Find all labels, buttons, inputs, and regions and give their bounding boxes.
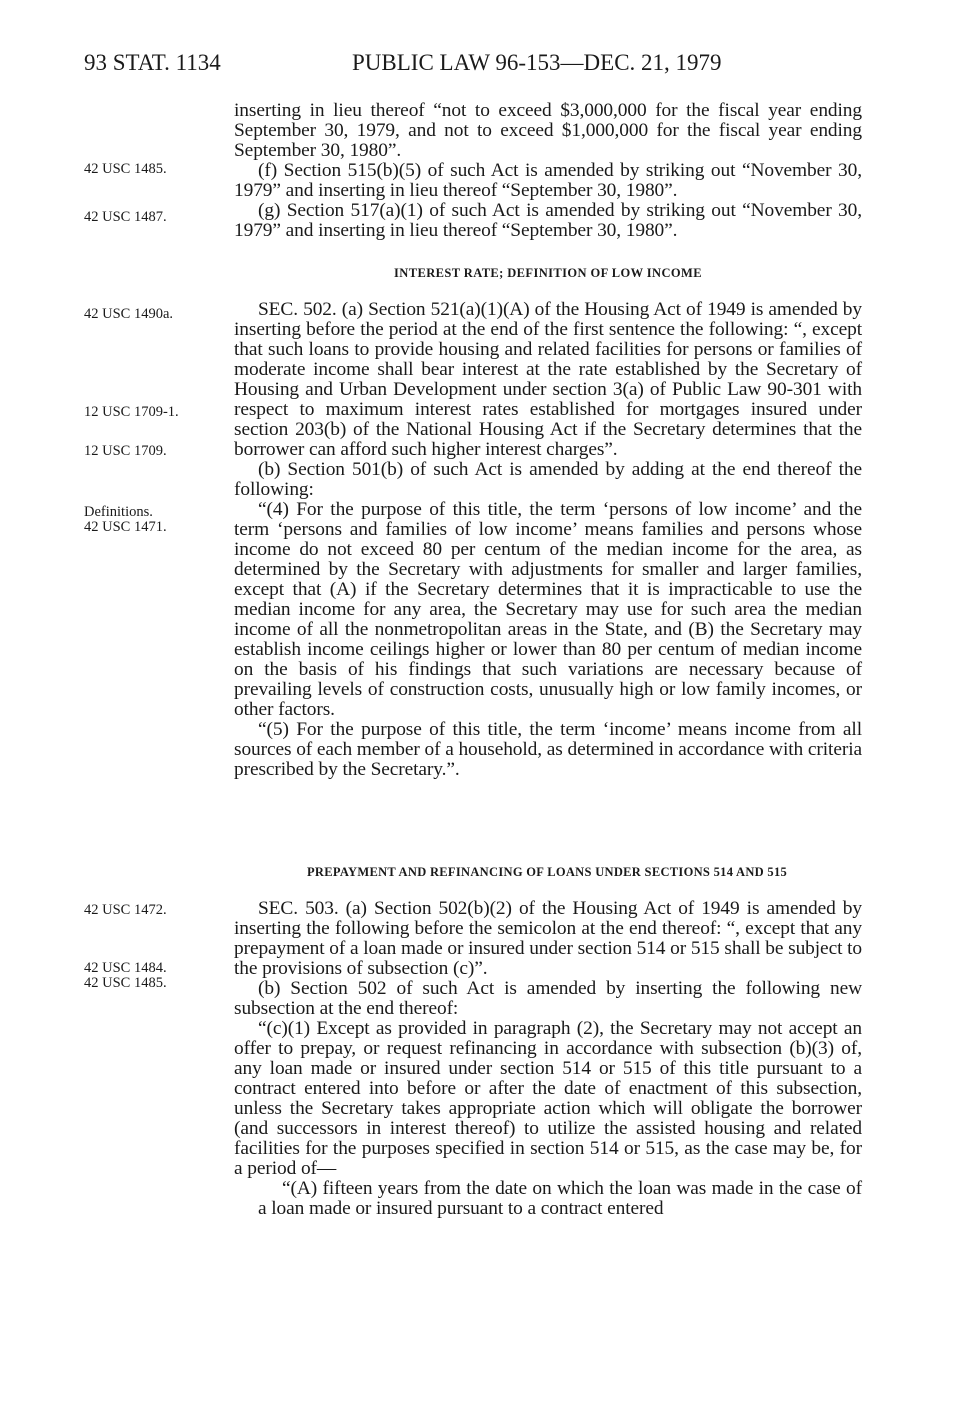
text-block-section-501-end [234, 101, 862, 241]
paragraph-section-503-b: (b) Section 502 of such Act is amended by inserting the following new subsection at the end thereof: [234, 978, 862, 1019]
paragraph-subsection-f: (f) Section 515(b)(5) of such Act is amended by striking out “November 30, 1979” and inserting in lieu thereof “September 30, 1980”. [234, 160, 862, 201]
paragraph-continuation: inserting in lieu thereof “not to exceed $3,000,000 for the fiscal year ending September 30, 1979, and not to exceed $1,000,000 for the fiscal year ending September 30, 1980”. [234, 100, 862, 161]
paragraph-subsection-c1: “(c)(1) Except as provided in paragraph (2), the Secretary may not accept an offer to prepay, or request refinancing in accordance with subsection (b)(3) of, any loan made or insured under section 514 or 515 of this title pursuant to a contract entered into before or after the date of enactment of this subsection, unless the Secretary takes appropriate action which will obligate the borrower (and successors in interest thereof) to utilize the assisted housing and related facilities for the purposes specified in section 514 or 515, as the case may be, for a period of— [234, 1018, 862, 1179]
margin-citation-12-usc-1709: 12 USC 1709. [84, 443, 167, 459]
paragraph-subparagraph-a: “(A) fifteen years from the date on which the loan was made in the case of a loan made or insured pursuant to a contract entered [258, 1178, 862, 1219]
margin-citation-12-usc-1709-1: 12 USC 1709-1. [84, 404, 179, 420]
paragraph-definition-5: “(5) For the purpose of this title, the term ‘income’ means income from all sources of each member of a household, as determined in accordance with criteria prescribed by the Secretary.”. [234, 719, 862, 780]
paragraph-section-503-a: SEC. 503. (a) Section 502(b)(2) of the Housing Act of 1949 is amended by inserting the following before the semicolon at the end thereof: “, except that any prepayment of a loan made or insured under section 514 or 515 shall be subject to the provisions of subsection (c)”. [234, 898, 862, 979]
paragraph-section-502-a: SEC. 502. (a) Section 521(a)(1)(A) of the Housing Act of 1949 is amended by inserting before the period at the end of the first sentence the following: “, except that such loans to provide housing and related facilities for persons or families of moderate income shall bear interest at the rate established by the Secretary of Housing and Urban Development under section 3(a) of Public Law 90-301 with respect to maximum interest rates established for mortgages insured under section 203(b) of the National Housing Act if the Secretary determines that the borrower can afford such higher interest charges”. [234, 299, 862, 460]
text-block-section-502 [234, 300, 862, 780]
section-heading-502: INTEREST RATE; DEFINITION OF LOW INCOME [394, 266, 702, 280]
section-heading-503: PREPAYMENT AND REFINANCING OF LOANS UNDER SECTIONS 514 AND 515 [306, 865, 788, 879]
margin-citation-42-usc-1472: 42 USC 1472. [84, 902, 167, 918]
paragraph-subsection-g: (g) Section 517(a)(1) of such Act is amended by striking out “November 30, 1979” and inserting in lieu thereof “September 30, 1980”. [234, 200, 862, 241]
public-law-title: PUBLIC LAW 96-153—DEC. 21, 1979 [352, 50, 722, 75]
margin-note-definitions: Definitions. [84, 504, 153, 520]
paragraph-definition-4: “(4) For the purpose of this title, the term ‘persons of low income’ and the term ‘persons and families of low income’ means families and persons whose income do not exceed 80 per centum of the median income for the area, as determined by the Secretary with adjustments for smaller and larger families, except that (A) if the Secretary determines that it is impracticable to use the median income for any area, the Secretary may use for such area the median income of all the nonmetropolitan areas in the State, and (B) the Secretary may establish income ceilings higher or lower than 80 per centum of median income on the basis of his findings that such variations are necessary because of prevailing levels of construction costs, unusually high or low family incomes, or other factors. [234, 499, 862, 720]
margin-citation-42-usc-1485: 42 USC 1485. [84, 161, 167, 177]
margin-citation-42-usc-1487: 42 USC 1487. [84, 209, 167, 225]
text-block-section-503 [234, 899, 862, 1219]
margin-citation-42-usc-1484: 42 USC 1484. [84, 960, 167, 976]
margin-citation-42-usc-1471: 42 USC 1471. [84, 519, 167, 535]
margin-citation-42-usc-1490a: 42 USC 1490a. [84, 306, 174, 322]
running-head [0, 50, 954, 80]
stat-citation: 93 STAT. 1134 [84, 50, 221, 75]
paragraph-section-502-b: (b) Section 501(b) of such Act is amended by adding at the end thereof the following: [234, 459, 862, 500]
margin-citation-42-usc-1485-b: 42 USC 1485. [84, 975, 167, 991]
